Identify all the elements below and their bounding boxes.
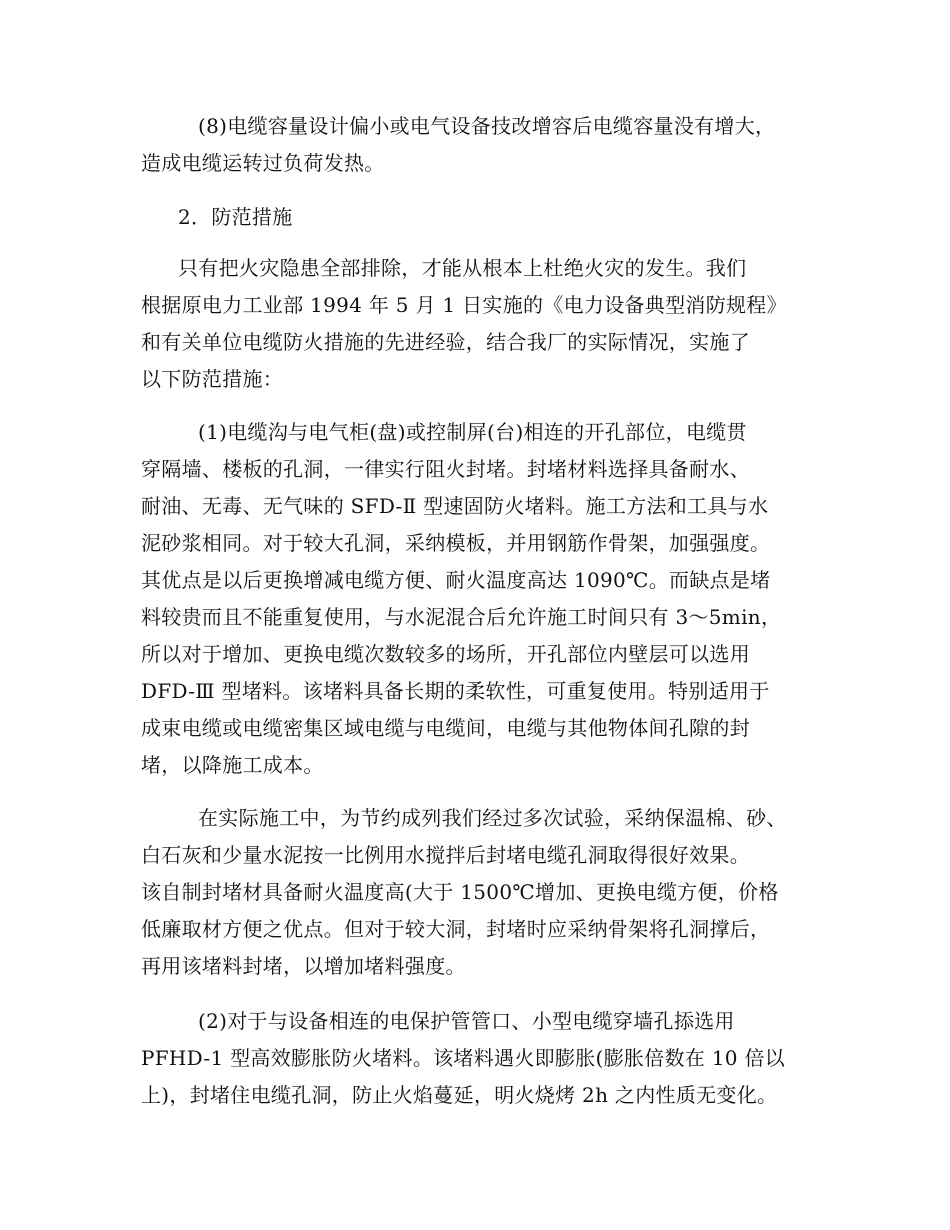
heading-text: 2．防范措施 — [178, 205, 293, 229]
text-line: 其优点是以后更换增减电缆方便、耐火温度高达 1090℃。而缺点是堵 — [141, 568, 771, 592]
text-line: 堵，以降施工成本。 — [141, 753, 324, 777]
paragraph-cause-8 — [141, 108, 831, 182]
text-line: 耐油、无毒、无气味的 SFD-Ⅱ 型速固防火堵料。施工方法和工具与水 — [141, 494, 769, 518]
text-line: 泥砂浆相同。对于较大孔洞，采纳模板，并用钢筋作骨架，加强强度。 — [141, 531, 771, 555]
text-line: 所以对于增加、更换电缆次数较多的场所，开孔部位内壁层可以选用 — [141, 642, 750, 666]
text-line: (1)电缆沟与电气柜(盘)或控制屏(台)相连的开孔部位，电缆贯 — [198, 420, 747, 444]
paragraph-measure-2 — [141, 1003, 831, 1114]
text-line: 以下防范措施： — [141, 367, 284, 391]
section-heading — [141, 199, 831, 236]
text-line: 造成电缆运转过负荷发热。 — [141, 151, 385, 175]
paragraph-measure-1 — [141, 414, 831, 784]
text-line: 根据原电力工业部 1994 年 5 月 1 日实施的《电力设备典型消防规程》 — [141, 293, 787, 317]
text-line: (2)对于与设备相连的电保护管管口、小型电缆穿墙孔掭选用 — [198, 1009, 735, 1033]
text-line: 料较贵而且不能重复使用，与水泥混合后允许施工时间只有 3～5min， — [141, 605, 782, 629]
paragraph-practice — [141, 800, 831, 985]
text-line: 低廉取材方便之优点。但对于较大洞，封堵时应采纳骨架将孔洞撑后， — [141, 917, 771, 941]
text-line: 在实际施工中，为节约成列我们经过多次试验，采纳保温棉、砂、 — [198, 806, 787, 830]
text-line: PFHD-1 型高效膨胀防火堵料。该堵料遇火即膨胀(膨胀倍数在 10 倍以 — [141, 1046, 786, 1070]
text-line: 白石灰和少量水泥按一比例用水搅拌后封堵电缆孔洞取得很好效果。 — [141, 843, 750, 867]
text-line: 成束电缆或电缆密集区域电缆与电缆间，电缆与其他物体间孔隙的封 — [141, 716, 750, 740]
text-line: 穿隔墙、楼板的孔洞，一律实行阻火封堵。封堵材料选择具备耐水、 — [141, 457, 750, 481]
text-line: 该自制封堵材具备耐火温度高(大于 1500℃增加、更换电缆方便，价格 — [141, 880, 779, 904]
text-line: 和有关单位电缆防火措施的先进经验，结合我厂的实际情况，实施了 — [141, 330, 750, 354]
text-line: 上)，封堵住电缆孔洞，防止火焰蔓延，明火烧烤 2h 之内性质无变化。 — [141, 1083, 778, 1107]
text-line: 再用该堵料封堵，以增加堵料强度。 — [141, 954, 466, 978]
text-line: 只有把火灾隐患全部排除，才能从根本上杜绝火灾的发生。我们 — [178, 256, 747, 280]
paragraph-intro — [141, 250, 831, 398]
text-line: DFD-Ⅲ 型堵料。该堵料具备长期的柔软性，可重复使用。特别适用于 — [141, 679, 770, 703]
text-line: (8)电缆容量设计偏小或电气设备技改增容后电缆容量没有增大， — [198, 114, 776, 138]
